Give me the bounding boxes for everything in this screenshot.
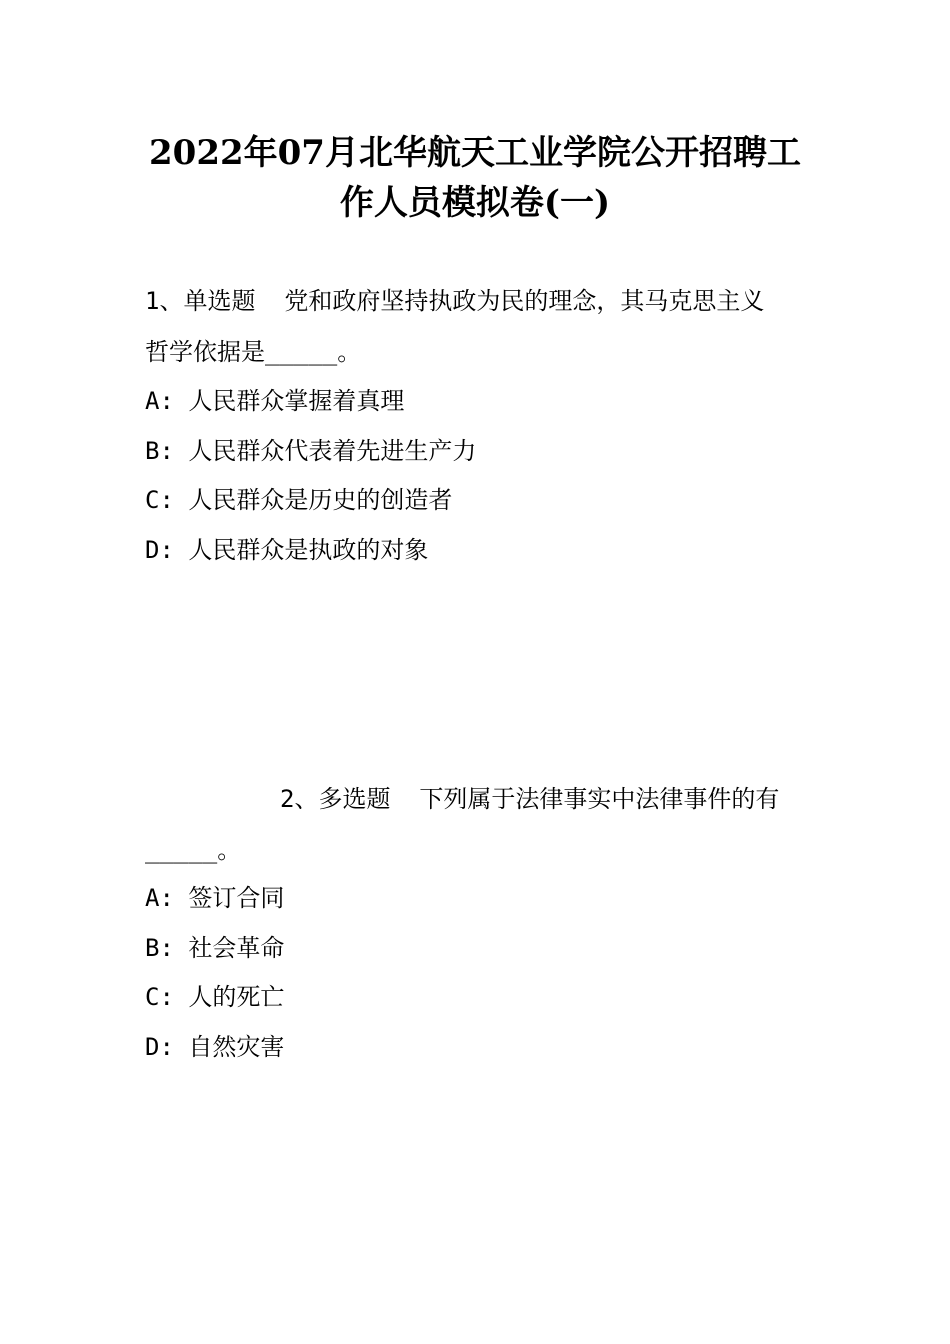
question-2-option-c: C: 人的死亡 (145, 983, 285, 1011)
question-2-stem-line-1: 2、多选题 下列属于法律事实中法律事件的有 (280, 785, 780, 813)
document-title-line-2: 作人员模拟卷(一) (339, 183, 611, 223)
question-2-stem-line-2: _____。 (145, 836, 242, 864)
question-1-stem-line-2: 哲学依据是_____。 (145, 338, 362, 366)
question-2-option-d: D: 自然灾害 (145, 1033, 285, 1061)
question-2-option-a: A: 签订合同 (145, 884, 285, 912)
question-1-option-d: D: 人民群众是执政的对象 (145, 536, 429, 564)
question-1-option-a: A: 人民群众掌握着真理 (145, 387, 405, 415)
question-1-option-c: C: 人民群众是历史的创造者 (145, 486, 453, 514)
question-1-stem-line-1: 1、单选题 党和政府坚持执政为民的理念，其马克思主义 (145, 287, 765, 315)
question-2-option-b: B: 社会革命 (145, 934, 285, 962)
question-1-option-b: B: 人民群众代表着先进生产力 (145, 437, 477, 465)
document-title-line-1: 2022年07月北华航天工业学院公开招聘工 (149, 133, 801, 173)
